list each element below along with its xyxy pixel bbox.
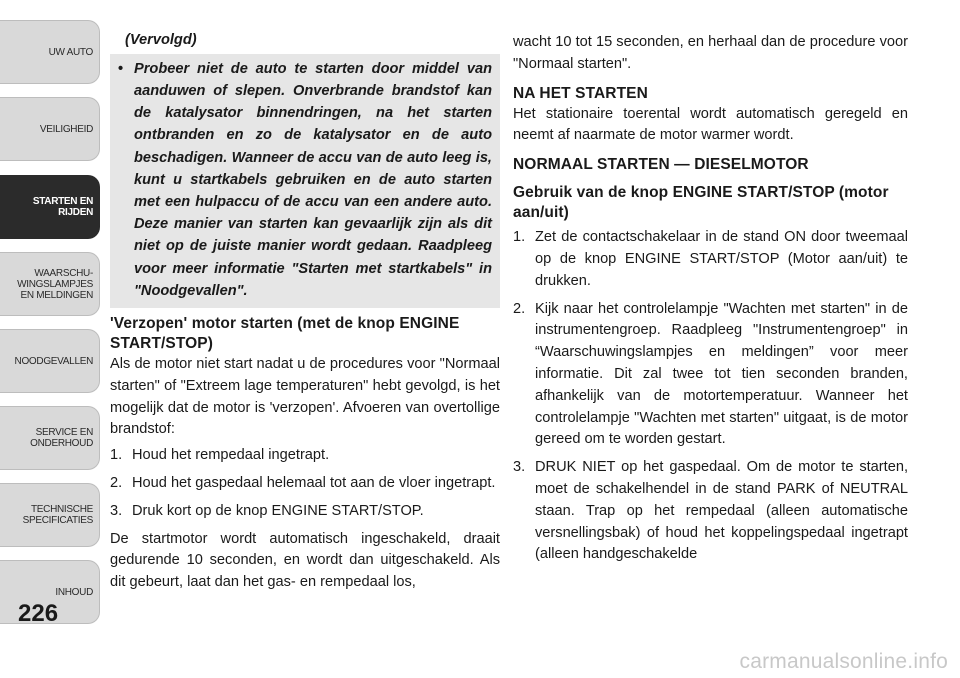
- continued-label: (Vervolgd): [125, 32, 197, 48]
- warning-text: • Probeer niet de auto te starten door middel van aanduwen of slepen. Onverbrande brandstof kan de katalysator binnendringen, na het starten ontbranden en zo de katalysator en de auto beschadigen. Wanneer de accu van de auto leeg is, kunt u startkabels gebruiken en de auto starten met een hulpaccu of de accu van een andere auto. Deze manier van starten kan gevaarlijk zijn als dit niet op de juiste manier wordt gedaan. Raadpleeg voor meer informatie "Starten met startkabels" in "Noodgevallen".: [118, 58, 492, 302]
- tab-label: STARTEN EN RIJDEN: [32, 196, 93, 218]
- tab-label: NOODGEVALLEN: [14, 355, 93, 367]
- tab-service-en-onderhoud[interactable]: [0, 406, 100, 470]
- bullet-icon: •: [118, 60, 124, 77]
- watermark: carmanualsonline.info: [739, 650, 948, 673]
- tab-uw-auto[interactable]: [0, 20, 100, 84]
- tab-starten-en-rijden[interactable]: [0, 175, 100, 239]
- intro-paragraph: Als de motor niet start nadat u de procedures voor "Normaal starten" of "Extreem lage temperaturen" hebt gevolgd, is het mogelijk dat de motor is 'verzopen'. Afvoeren van overtollige brandstof:: [110, 356, 500, 438]
- tab-label: VEILIGHEID: [39, 123, 93, 135]
- tab-veiligheid[interactable]: [0, 97, 100, 161]
- list-item: 1. Zet de contactschakelaar in de stand ON door tweemaal op de knop ENGINE START/STOP (Motor aan/uit) te drukken.: [513, 229, 908, 289]
- tab-label: TECHNISCHE SPECIFICATIES: [22, 504, 93, 526]
- tab-waarschuwingslampjes[interactable]: [0, 252, 100, 316]
- section-heading-flooded-start: 'Verzopen' motor starten (met de knop ENGINE START/STOP): [110, 315, 460, 353]
- after-start-paragraph: Het stationaire toerental wordt automatisch geregeld en neemt af naarmate de motor warmer wordt.: [513, 105, 908, 144]
- section-heading-after-start: NA HET STARTEN: [513, 84, 648, 102]
- list-item: 2. Kijk naar het controlelampje "Wachten met starten" in de instrumentengroep. Raadpleeg "Instrumentengroep" in “Waarschuwingslampjes en meldingen” voor meer informatie. Dit zal twee tot tien seconden branden, afhankelijk van de motortemperatuur. Wanneer het controlelampje "Wachten met starten" uitgaat, is de motor gereed om te worden gestart.: [513, 300, 908, 448]
- list-item: 3. DRUK NIET op het gaspedaal. Om de motor te starten, moet de schakelhendel in de stand PARK of NEUTRAL staan. Trap op het rempedaal (alleen automatische versnellingsbak) of houd het koppelingspedaal ingetrapt (alleen handgeschakelde: [513, 459, 908, 563]
- subsection-heading-engine-start-stop: Gebruik van de knop ENGINE START/STOP (motor aan/uit): [513, 184, 889, 222]
- tab-label: SERVICE EN ONDERHOUD: [30, 427, 93, 449]
- page-number: 226: [18, 600, 59, 627]
- continuation-paragraph: wacht 10 tot 15 seconden, en herhaal dan de procedure voor "Normaal starten".: [513, 34, 908, 72]
- section-heading-diesel: NORMAAL STARTEN — DIESELMOTOR: [513, 156, 809, 174]
- outro-paragraph: De startmotor wordt automatisch ingeschakeld, draait gedurende 10 seconden, en wordt dan uitgeschakeld. Als dit gebeurt, laat dan het gas- en rempedaal los,: [110, 530, 500, 591]
- left-column: [110, 30, 500, 594]
- list-item: 2. Houd het gaspedaal helemaal tot aan de vloer ingetrapt.: [110, 475, 496, 492]
- list-item: 1. Houd het rempedaal ingetrapt.: [110, 447, 330, 464]
- list-item: 3. Druk kort op de knop ENGINE START/STOP.: [110, 502, 424, 519]
- tab-label: INHOUD: [55, 586, 93, 598]
- right-column: [513, 32, 908, 566]
- tab-label: WAARSCHU- WINGSLAMPJES EN MELDINGEN: [17, 267, 93, 301]
- tab-technische-specificaties[interactable]: [0, 483, 100, 547]
- tab-label: UW AUTO: [48, 46, 93, 58]
- tab-noodgevallen[interactable]: [0, 329, 100, 393]
- warning-box: [110, 54, 500, 308]
